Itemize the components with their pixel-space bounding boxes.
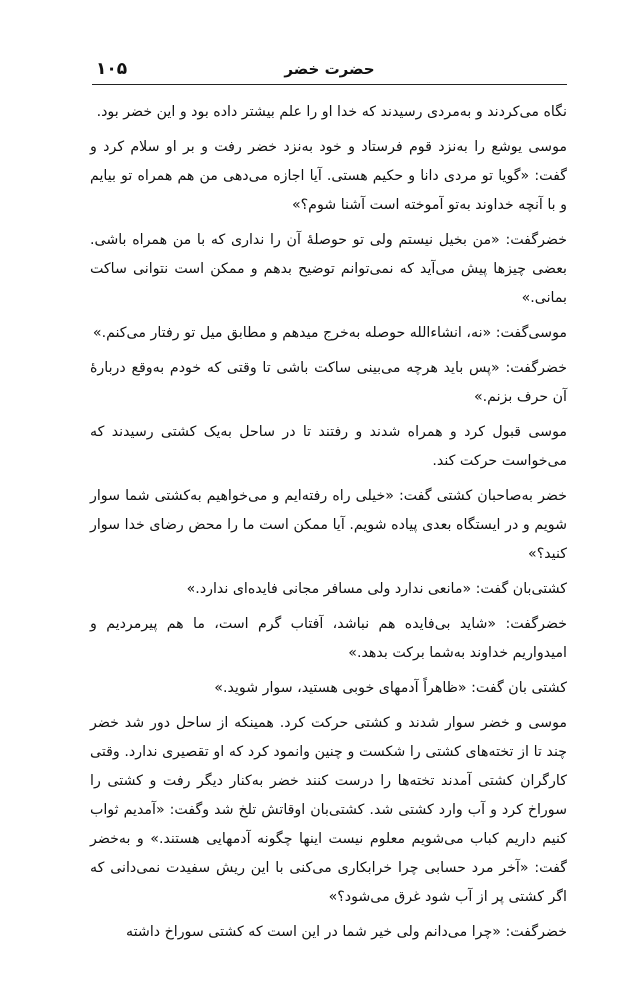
paragraph: موسی یوشع را به‌نزد قوم فرستاد و خود به‌نزد خضر رفت و بر او سلام کرد و گفت: «گویا تو مردی دانا و حکیم هستی. آیا اجازه می‌دهی من هم همراه تو بیایم و با آنچه خداوند به‌تو آموخته است آشنا شوم؟» bbox=[90, 139, 567, 213]
paragraph: کشتی‌بان گفت: «مانعی ندارد ولی مسافر مجانی فایده‌ای ندارد.» bbox=[186, 581, 567, 597]
paragraph: خضرگفت: «چرا می‌دانم ولی خیر شما در این است که کشتی سوراخ داشته bbox=[126, 924, 567, 940]
paragraph: موسی قبول کرد و همراه شدند و رفتند تا در ساحل به‌یک کشتی رسیدند که می‌خواست حرکت کند. bbox=[90, 424, 567, 469]
paragraph: خضر به‌صاحبان کشتی گفت: «خیلی راه رفته‌ایم و می‌خواهیم به‌کشتی شما سوار شویم و در ایستگاه بعدی پیاده شویم. آیا ممکن است ما را محض رضای خدا سوار کنید؟» bbox=[90, 488, 567, 562]
paragraph: کشتی بان گفت: «ظاهراً آدمهای خوبی هستید، سوار شوید.» bbox=[214, 680, 567, 696]
paragraph: خضرگفت: «من بخیل نیستم ولی تو حوصلهٔ آن را نداری که با من همراه باشی. بعضی چیزها پیش می‌آید که نمی‌توانم توضیح بدهم و ممکن است نتوانی ساکت بمانی.» bbox=[90, 232, 567, 306]
running-title: حضرت خضر bbox=[284, 60, 375, 78]
page-number: ۱۰۵ bbox=[96, 59, 128, 79]
paragraph: خضرگفت: «پس باید هرچه می‌بینی ساکت باشی تا وقتی که خودم به‌وقع دربارهٔ آن حرف بزنم.» bbox=[90, 360, 567, 405]
page-body bbox=[90, 98, 567, 953]
paragraph: موسی‌گفت: «نه، انشاءالله حوصله به‌خرج میدهم و مطابق میل تو رفتار می‌کنم.» bbox=[92, 325, 567, 341]
paragraph: خضرگفت: «شاید بی‌فایده هم نباشد، آفتاب گرم است، ما هم پیرمردیم و امیدواریم خداوند به‌شما برکت بدهد.» bbox=[90, 616, 567, 661]
paragraph: نگاه می‌کردند و به‌مردی رسیدند که خدا او را علم بیشتر داده بود و این خضر بود. bbox=[96, 104, 567, 120]
paragraph: موسی و خضر سوار شدند و کشتی حرکت کرد. همینکه از ساحل دور شد خضر چند تا از تخته‌های کشتی را شکست و چنین وانمود کرد که او تقصیری ندارد. وقتی کارگران کشتی آمدند تخته‌ها را درست کنند خضر به‌کنار دیگر رفت و کشتی را سوراخ کرد و آب وارد کشتی شد. کشتی‌بان اوقاتش تلخ شد وگفت: «آمدیم ثواب کنیم داریم کباب می‌شویم معلوم نیست اینها چگونه آدمهایی هستند.» و به‌خضر گفت: «آخر مرد حسابی چرا خرابکاری می‌کنی با این ریش سفیدت نمی‌دانی که اگر کشتی پر از آب شود غرق می‌شود؟» bbox=[90, 715, 567, 905]
page-header bbox=[92, 58, 567, 85]
